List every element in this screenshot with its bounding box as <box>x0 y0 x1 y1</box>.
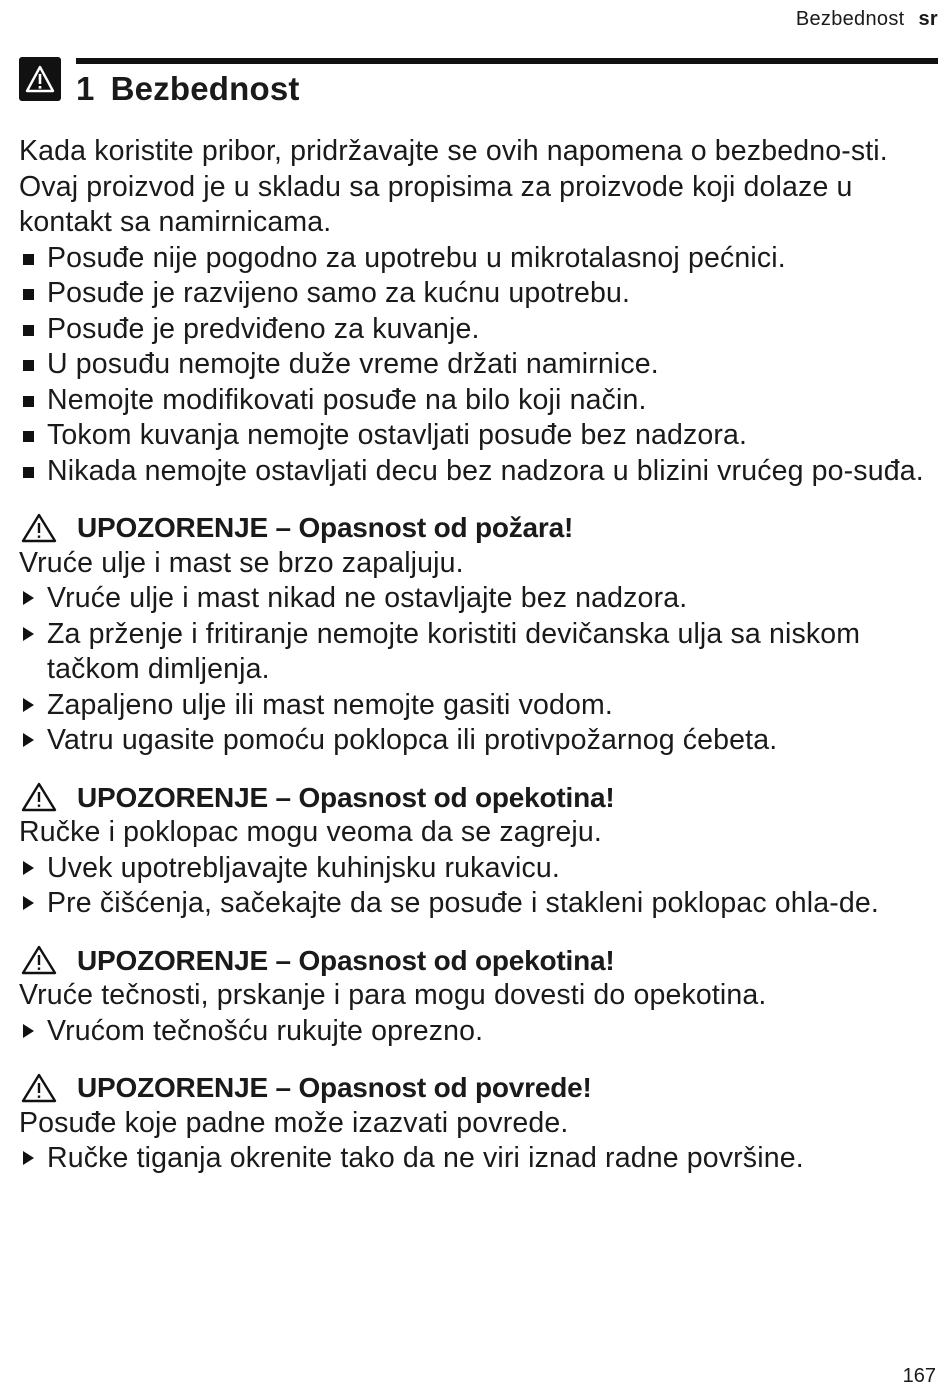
section-number: 1 <box>76 70 95 107</box>
list-item: Posuđe je razvijeno samo za kućnu upotrebu. <box>19 276 931 312</box>
intro-paragraph: Kada koristite pribor, pridržavajte se ovih napomena o bezbedno-sti. <box>19 135 888 167</box>
list-item: Vruće ulje i mast nikad ne ostavljajte bez nadzora. <box>19 581 931 617</box>
arrow-bullet-icon <box>23 591 34 605</box>
warning-heading: UPOZORENJE – Opasnost od opekotina! <box>19 780 931 816</box>
list-item: Zapaljeno ulje ili mast nemojte gasiti vodom. <box>19 688 931 724</box>
warning-triangle-icon <box>19 57 61 101</box>
square-bullet-icon <box>23 325 34 336</box>
list-item: Tokom kuvanja nemojte ostavljati posuđe bez nadzora. <box>19 418 931 454</box>
square-bullet-icon <box>23 431 34 442</box>
arrow-bullet-icon <box>23 733 34 747</box>
page-content <box>19 134 931 1177</box>
warning-steps <box>19 581 931 759</box>
arrow-bullet-icon <box>23 627 34 641</box>
warning-block-fire <box>19 510 931 759</box>
safety-bullet-list <box>19 241 931 490</box>
warning-triangle-icon <box>20 945 58 975</box>
arrow-bullet-icon <box>23 1151 34 1165</box>
list-item: Vatru ugasite pomoću poklopca ili protivpožarnog ćebeta. <box>19 723 931 759</box>
section-title <box>76 70 300 108</box>
list-item: Nikada nemojte ostavljati decu bez nadzora u blizini vrućeg po-suđa. <box>19 454 931 490</box>
page-number: 167 <box>902 1365 936 1387</box>
warning-block-burns-handles <box>19 780 931 922</box>
list-item: U posuđu nemojte duže vreme držati namirnice. <box>19 347 931 383</box>
running-header-section: Bezbednost <box>795 8 905 30</box>
warning-heading: UPOZORENJE – Opasnost od opekotina! <box>19 943 931 979</box>
square-bullet-icon <box>23 396 34 407</box>
arrow-bullet-icon <box>23 896 34 910</box>
arrow-bullet-icon <box>23 1024 34 1038</box>
list-item: Vrućom tečnošću rukujte oprezno. <box>19 1014 931 1050</box>
square-bullet-icon <box>23 467 34 478</box>
warning-text: Vruće ulje i mast se brzo zapaljuju. <box>19 546 464 579</box>
warning-steps <box>19 1014 931 1050</box>
warning-steps <box>19 1141 931 1177</box>
warning-triangle-icon <box>20 782 58 812</box>
list-item: Ručke tiganja okrenite tako da ne viri iznad radne površine. <box>19 1141 931 1177</box>
square-bullet-icon <box>23 360 34 371</box>
arrow-bullet-icon <box>23 698 34 712</box>
arrow-bullet-icon <box>23 861 34 875</box>
list-item: Uvek upotrebljavajte kuhinjsku rukavicu. <box>19 851 931 887</box>
language-code: sr <box>918 8 938 30</box>
section-title-text: Bezbednost <box>110 70 300 107</box>
warning-triangle-icon <box>20 1073 58 1103</box>
running-header <box>796 8 938 31</box>
warning-triangle-icon <box>20 513 58 543</box>
list-item: Nemojte modifikovati posuđe na bilo koji način. <box>19 383 931 419</box>
warning-heading: UPOZORENJE – Opasnost od povrede! <box>19 1070 931 1106</box>
list-item: Pre čišćenja, sačekajte da se posuđe i stakleni poklopac ohla-de. <box>19 886 931 922</box>
list-item: Posuđe je predviđeno za kuvanje. <box>19 312 931 348</box>
list-item: Posuđe nije pogodno za upotrebu u mikrotalasnoj pećnici. <box>19 241 931 277</box>
warning-heading: UPOZORENJE – Opasnost od požara! <box>19 510 931 546</box>
warning-text: Vruće tečnosti, prskanje i para mogu dovesti do opekotina. <box>19 979 767 1011</box>
intro-paragraph: Ovaj proizvod je u skladu sa propisima za proizvode koji dolaze u kontakt sa namirnicama. <box>19 170 853 238</box>
square-bullet-icon <box>23 289 34 300</box>
header-rule <box>76 58 938 64</box>
square-bullet-icon <box>23 254 34 265</box>
warning-text: Posuđe koje padne može izazvati povrede. <box>19 1106 569 1139</box>
warning-text: Ručke i poklopac mogu veoma da se zagreju. <box>19 816 602 848</box>
list-item: Za prženje i fritiranje nemojte koristiti devičanska ulja sa niskom tačkom dimljenja. <box>19 617 931 688</box>
warning-block-burns-liquids <box>19 943 931 1050</box>
warning-steps <box>19 851 931 922</box>
warning-block-injury <box>19 1070 931 1177</box>
